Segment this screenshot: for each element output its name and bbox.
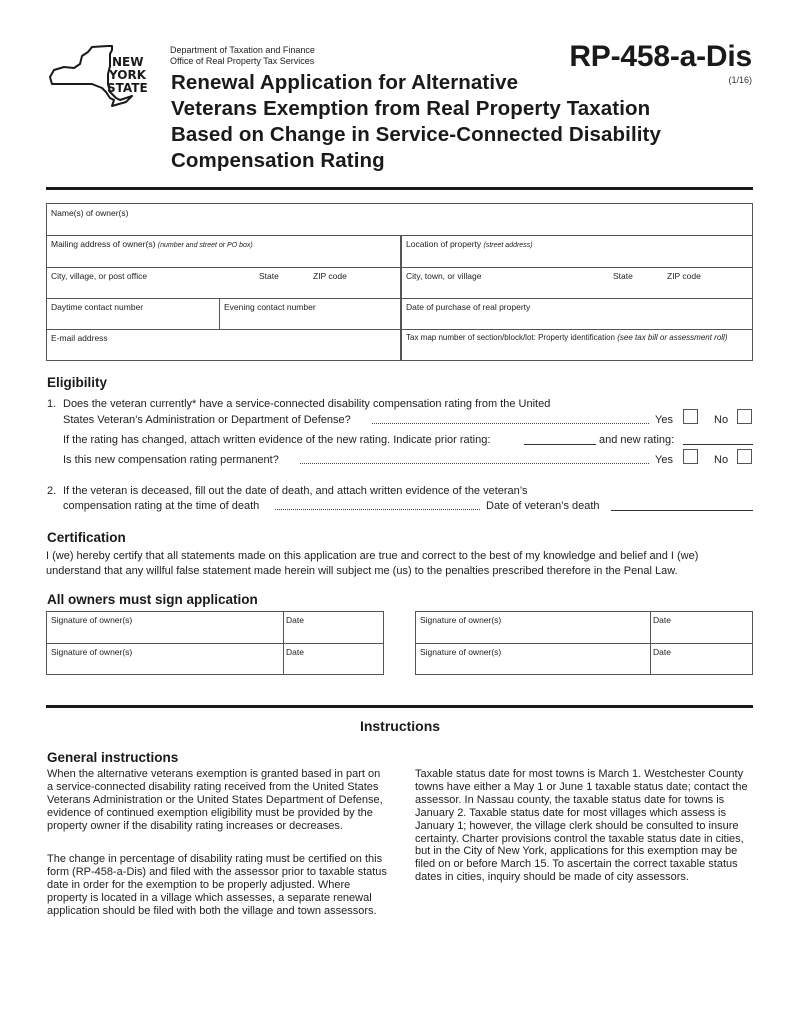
date-of-death-input[interactable] [611, 510, 753, 511]
daytime-phone-label: Daytime contact number [51, 302, 144, 312]
mailing-address-label: Mailing address of owner(s) [51, 239, 156, 249]
mailing-zip-field[interactable] [309, 267, 399, 298]
instructions-heading: Instructions [359, 718, 441, 734]
general-instructions-heading: General instructions [47, 750, 179, 765]
new-rating-input[interactable] [683, 444, 753, 445]
dot-leader [300, 456, 649, 464]
department-line-2: Office of Real Property Tax Services [170, 56, 315, 66]
mailing-address-field[interactable] [47, 235, 400, 267]
question-2-number: 2. [47, 485, 57, 497]
instructions-paragraph-2: The change in percentage of disability rating must be certified on this form (RP-458-a-Dis) and filed with the assessor prior to taxable status date in order for the exemption to be properly adjusted. Where property is located in a village which assesses, a separate renewal application should be filed with both the village and town assessors. [47, 853, 387, 917]
signatures-heading: All owners must sign application [47, 592, 258, 607]
form-title-line: Veterans Exemption from Real Property Taxation [171, 97, 651, 120]
property-zip-label: ZIP code [667, 271, 701, 281]
new-york-state-logo [46, 44, 156, 114]
date-label: Date [653, 647, 671, 657]
signature-date-field-4[interactable] [651, 644, 752, 674]
question-1-line-2 [63, 413, 351, 427]
form-title-line: Based on Change in Service-Connected Disability [171, 123, 661, 146]
daytime-phone-field[interactable] [47, 298, 219, 329]
mailing-state-label: State [259, 271, 279, 281]
date-label: Date [286, 647, 304, 657]
purchase-date-field[interactable] [402, 298, 752, 329]
signature-label: Signature of owner(s) [420, 647, 502, 657]
email-field[interactable] [47, 329, 400, 360]
property-zip-field[interactable] [663, 267, 752, 298]
svg-text:NEW: NEW [112, 55, 144, 69]
signature-field-1[interactable] [47, 612, 283, 643]
instructions-paragraph-3: Taxable status date for most towns is March 1. Westchester County towns have either a May 1 or June 1 taxable status date; contact the assessor. In Nassau county, the taxable status date for towns is January 2. Taxable status date for most villages which assess is January 1; however, the village clerk should be consulted to insure certainty. Charter provisions control the taxable status date in cities, but in the City of New York, applications for this exemption may be filed on or before March 15. To ascertain the correct taxable status dates in cities, inquiry should be made of city assessors. [415, 768, 748, 884]
svg-text:YORK: YORK [109, 68, 147, 82]
permanent-yes-label: Yes [655, 454, 673, 466]
tax-map-field[interactable] [402, 329, 752, 360]
purchase-date-label: Date of purchase of real property [406, 302, 531, 312]
property-location-label: Location of property [406, 239, 482, 249]
permanent-no-label: No [714, 454, 729, 466]
signature-date-field-3[interactable] [651, 612, 752, 643]
mailing-city-label: City, village, or post office [51, 271, 148, 281]
question-1-number: 1. [47, 398, 57, 410]
owner-names-field[interactable] [47, 204, 752, 235]
q1-yes-label: Yes [655, 414, 673, 426]
new-rating-label: and new rating: [599, 434, 675, 446]
evening-phone-field[interactable] [220, 298, 400, 329]
form-title-line: Compensation Rating [171, 149, 385, 172]
signature-field-2[interactable] [47, 644, 283, 674]
svg-text:STATE: STATE [107, 81, 148, 95]
dot-leader [372, 416, 649, 424]
eligibility-heading: Eligibility [47, 375, 108, 390]
header-divider [46, 187, 753, 190]
property-location-field[interactable] [402, 235, 752, 267]
tax-map-hint: (see tax bill or assessment roll) [617, 333, 728, 342]
mailing-address-hint: (number and street or PO box) [157, 242, 253, 249]
question-2-text-cont: compensation rating at the time of death [63, 500, 260, 512]
signature-date-field-2[interactable] [284, 644, 383, 674]
property-state-label: State [613, 271, 633, 281]
mailing-zip-label: ZIP code [313, 271, 347, 281]
q1-yes-checkbox[interactable] [683, 409, 698, 424]
form-number: RP-458-a-Dis [569, 40, 752, 73]
signature-date-field-1[interactable] [284, 612, 383, 643]
form-title [171, 70, 661, 174]
signature-label: Signature of owner(s) [51, 647, 133, 657]
permanent-no-checkbox[interactable] [737, 449, 752, 464]
signature-field-4[interactable] [416, 644, 650, 674]
signature-block-right [415, 611, 753, 675]
instructions-paragraph-1: When the alternative veterans exemption is granted based in part on a service-connected disability rating received from the United States Veterans Administration or the United States Department of Defense, evidence of continued exemption eligibility must be provided by the property owner if the disability rating increases or decreases. [47, 768, 383, 832]
q1-no-checkbox[interactable] [737, 409, 752, 424]
new-york-state-map-icon [46, 44, 156, 114]
mailing-state-field[interactable] [255, 267, 305, 298]
date-of-death-label: Date of veteran’s death [486, 500, 600, 512]
q1-no-label: No [714, 414, 729, 426]
question-1-text: Does the veteran currently* have a service-connected disability compensation rating from the United [63, 398, 551, 410]
certification-text: I (we) hereby certify that all statements made on this application are true and correct to the best of my knowledge and belief and I (we) understand that any willful false statement made herein will subject me (us) to the penalties prescribed therefore in the Penal Law. [46, 550, 699, 577]
question-1-text-cont: States Veteran’s Administration or Department of Defense? [63, 414, 351, 426]
property-location-hint: (street address) [483, 242, 533, 249]
property-city-label: City, town, or village [406, 271, 482, 281]
signature-label: Signature of owner(s) [51, 615, 133, 625]
certification-heading: Certification [47, 530, 126, 545]
mailing-city-field[interactable] [47, 267, 247, 298]
department-name [170, 45, 315, 67]
department-line-1: Department of Taxation and Finance [170, 45, 315, 55]
instructions-divider [46, 705, 753, 708]
revision-date: (1/16) [728, 75, 752, 85]
rating-changed-text: If the rating has changed, attach written evidence of the new rating. Indicate prior rating: [63, 434, 491, 446]
dot-leader [275, 502, 480, 510]
owner-information-grid [46, 203, 753, 361]
property-city-field[interactable] [402, 267, 602, 298]
property-state-field[interactable] [609, 267, 659, 298]
date-label: Date [286, 615, 304, 625]
rating-permanent-text: Is this new compensation rating permanent? [63, 454, 279, 466]
permanent-yes-checkbox[interactable] [683, 449, 698, 464]
signature-label: Signature of owner(s) [420, 615, 502, 625]
signature-field-3[interactable] [416, 612, 650, 643]
date-label: Date [653, 615, 671, 625]
question-2-text: If the veteran is deceased, fill out the date of death, and attach written evidence of the veteran’s [63, 485, 528, 497]
prior-rating-input[interactable] [524, 444, 596, 445]
evening-phone-label: Evening contact number [224, 302, 316, 312]
signature-block-left [46, 611, 384, 675]
email-label: E-mail address [51, 333, 108, 343]
tax-map-label: Tax map number of section/block/lot: Property identification [406, 333, 615, 342]
owner-names-label: Name(s) of owner(s) [51, 208, 129, 218]
form-title-line: Renewal Application for Alternative [171, 71, 519, 94]
